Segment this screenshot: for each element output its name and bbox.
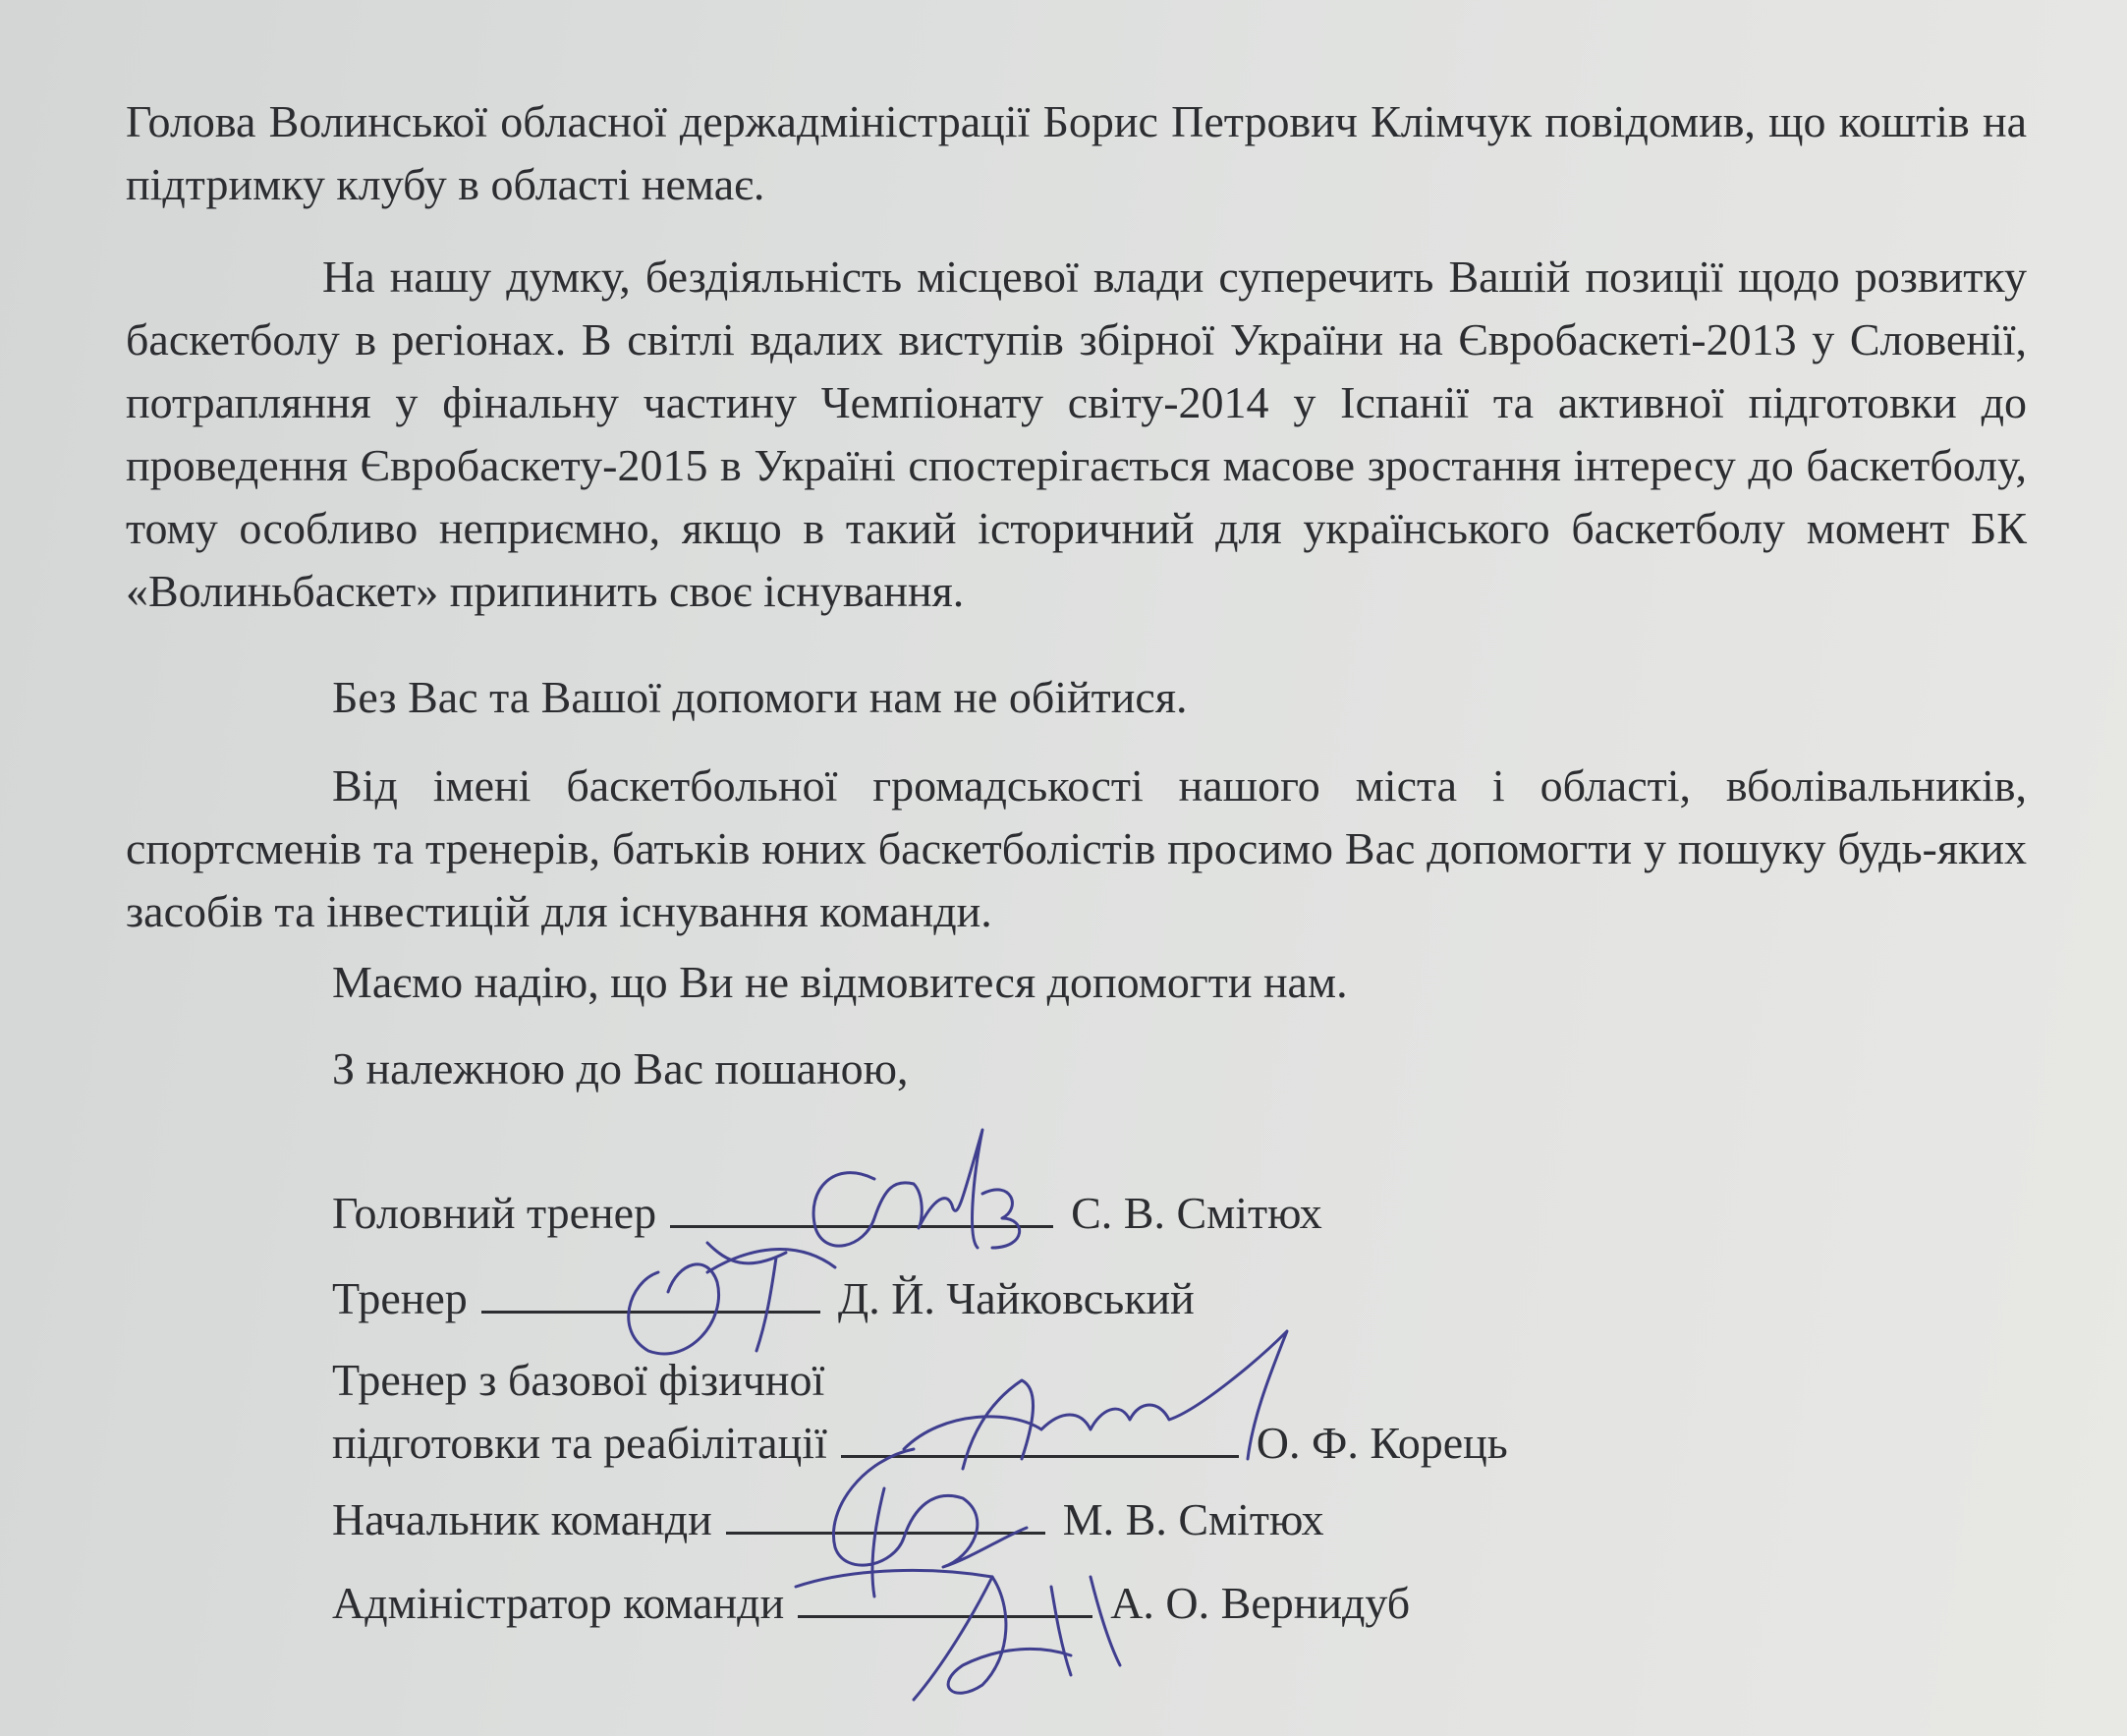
- signatory-title: Адміністратор команди: [332, 1578, 785, 1628]
- paragraph-request: Від імені баскетбольної громадськості нашого міста і області, вболівальників, спортсменів та тренерів, батьків юних баскетболістів просимо Вас допомогти у пошуку будь-яких засобів та інвестицій для існування команди.: [126, 760, 2027, 936]
- signature-line: [726, 1492, 1045, 1535]
- signature-line: [798, 1576, 1092, 1618]
- signatory-name: Д. Й. Чайковський: [837, 1273, 1195, 1323]
- signatory-head-coach: [332, 1182, 1322, 1245]
- signatory-team-administrator: [332, 1572, 1410, 1635]
- signatory-name: О. Ф. Корець: [1256, 1418, 1508, 1468]
- signatory-title: Начальник команди: [332, 1494, 712, 1544]
- signatory-title: Тренер: [332, 1273, 468, 1323]
- signatory-title: Головний тренер: [332, 1188, 657, 1238]
- signatory-team-manager: [332, 1488, 1324, 1551]
- signatory-coach: [332, 1267, 1195, 1330]
- closing-line: З належною до Вас пошаною,: [332, 1043, 909, 1093]
- signature-line: [841, 1416, 1239, 1458]
- signature-line: [670, 1186, 1053, 1228]
- signatory-title-line-2: підготовки та реабілітації: [332, 1418, 827, 1468]
- signatory-name: А. О. Вернидуб: [1110, 1578, 1411, 1628]
- signatory-fitness-coach: [332, 1349, 1508, 1475]
- signatory-name: М. В. Смітюх: [1062, 1494, 1324, 1544]
- signature-line: [481, 1271, 820, 1314]
- paragraph-opinion: На нашу думку, бездіяльність місцевої влади суперечить Вашій позиції щодо розвитку баскетболу в регіонах. В світлі вдалих виступів збірної України на Євробаскеті-2013 у Словенії, потрапляння у фінальну частину Чемпіонату світу-2014 у Іспанії та активної підготовки до проведення Євробаскету-2015 в Україні спостерігається масове зростання інтересу до баскетболу, тому особливо неприємно, якщо в такий історичний для українського баскетболу момент БК «Волиньбаскет» припинить своє існування.: [126, 252, 2027, 616]
- signatory-name: С. В. Смітюх: [1071, 1188, 1322, 1238]
- paragraph-governor: Голова Волинської обласної держадміністрації Борис Петрович Клімчук повідомив, що коштів на підтримку клубу в області немає.: [126, 96, 2027, 209]
- paragraph-need-help: Без Вас та Вашої допомоги нам не обійтися.: [332, 672, 1188, 722]
- paragraph-hope: Маємо надію, що Ви не відмовитеся допомогти нам.: [332, 957, 1348, 1007]
- signatory-title-line-1: Тренер з базової фізичної: [332, 1355, 825, 1405]
